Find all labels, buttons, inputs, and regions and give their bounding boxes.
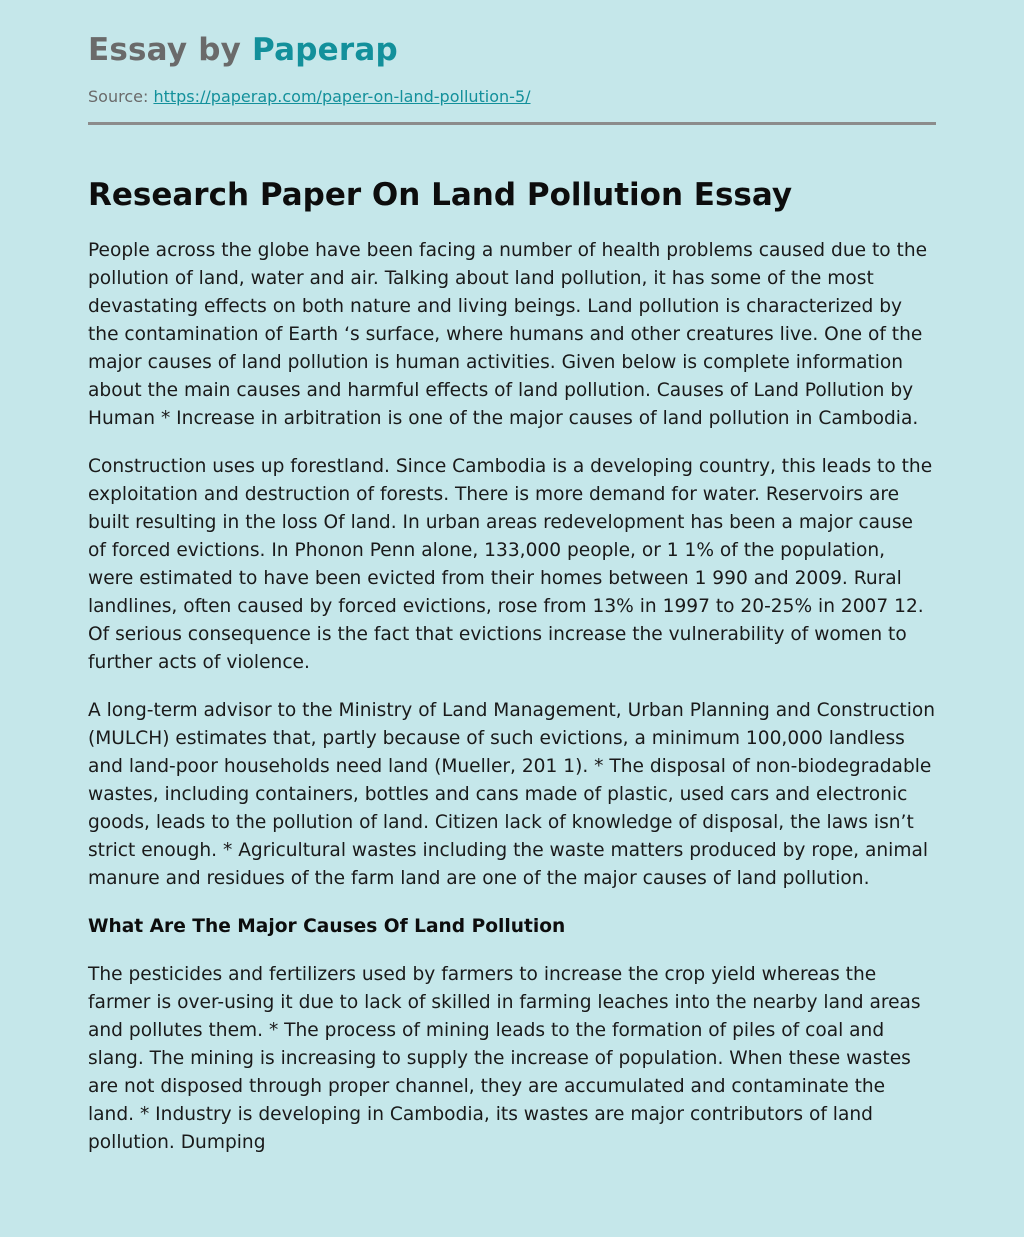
page-title: Research Paper On Land Pollution Essay xyxy=(88,177,793,213)
section-heading: What Are The Major Causes Of Land Pollution xyxy=(88,916,566,937)
paragraph: Construction uses up forestland. Since Cambodia is a developing country, this leads to the exploitation and destruction of forests. There is more demand for water. Reservoirs are built resulting in the loss Of land. In urban areas redevelopment has been a major cause of forced evictions. In Phonon Penn alone, 133,000 people, or 1 1% of the population, were estimated to have been evicted from their homes between 1 990 and 2009. Rural landlines, often caused by forced evictions, rose from 13% in 1997 to 20-25% in 2007 12. Of serious consequence is the fact that evictions increase the vulnerability of women to further acts of violence. xyxy=(88,456,933,673)
site-brand[interactable] xyxy=(88,28,936,72)
article-body xyxy=(88,237,936,1157)
source-line xyxy=(88,86,936,108)
brand-prefix: Essay by xyxy=(88,32,253,68)
source-link[interactable]: https://paperap.com/paper-on-land-pollution-5/ xyxy=(153,87,531,106)
header-divider xyxy=(88,122,936,125)
paragraph: The pesticides and fertilizers used by farmers to increase the crop yield whereas the farmer is over-using it due to lack of skilled in farming leaches into the nearby land areas and pollutes them. * The process of mining leads to the formation of piles of coal and slang. The mining is increasing to supply the increase of population. When these wastes are not disposed through proper channel, they are accumulated and contaminate the land. * Industry is developing in Cambodia, its wastes are major contributors of land pollution. Dumping xyxy=(88,964,921,1153)
source-label: Source: xyxy=(88,87,149,106)
paragraph: A long-term advisor to the Ministry of Land Management, Urban Planning and Construction (MULCH) estimates that, partly because of such evictions, a minimum 100,000 landless and land-poor households need land (Mueller, 201 1). * The disposal of non-biodegradable wastes, including containers, bottles and cans made of plastic, used cars and electronic goods, leads to the pollution of land. Citizen lack of knowledge of disposal, the laws isn’t strict enough. * Agricultural wastes including the waste matters produced by rope, animal manure and residues of the farm land are one of the major causes of land pollution. xyxy=(88,700,936,889)
brand-name: Paperap xyxy=(252,32,398,68)
paragraph: People across the globe have been facing a number of health problems caused due to the pollution of land, water and air. Talking about land pollution, it has some of the most devastating effects on both nature and living beings. Land pollution is characterized by the contamination of Earth ‘s surface, where humans and other creatures live. One of the major causes of land pollution is human activities. Given below is complete information about the main causes and harmful effects of land pollution. Causes of Land Pollution by Human * Increase in arbitration is one of the major causes of land pollution in Cambodia. xyxy=(88,240,928,429)
